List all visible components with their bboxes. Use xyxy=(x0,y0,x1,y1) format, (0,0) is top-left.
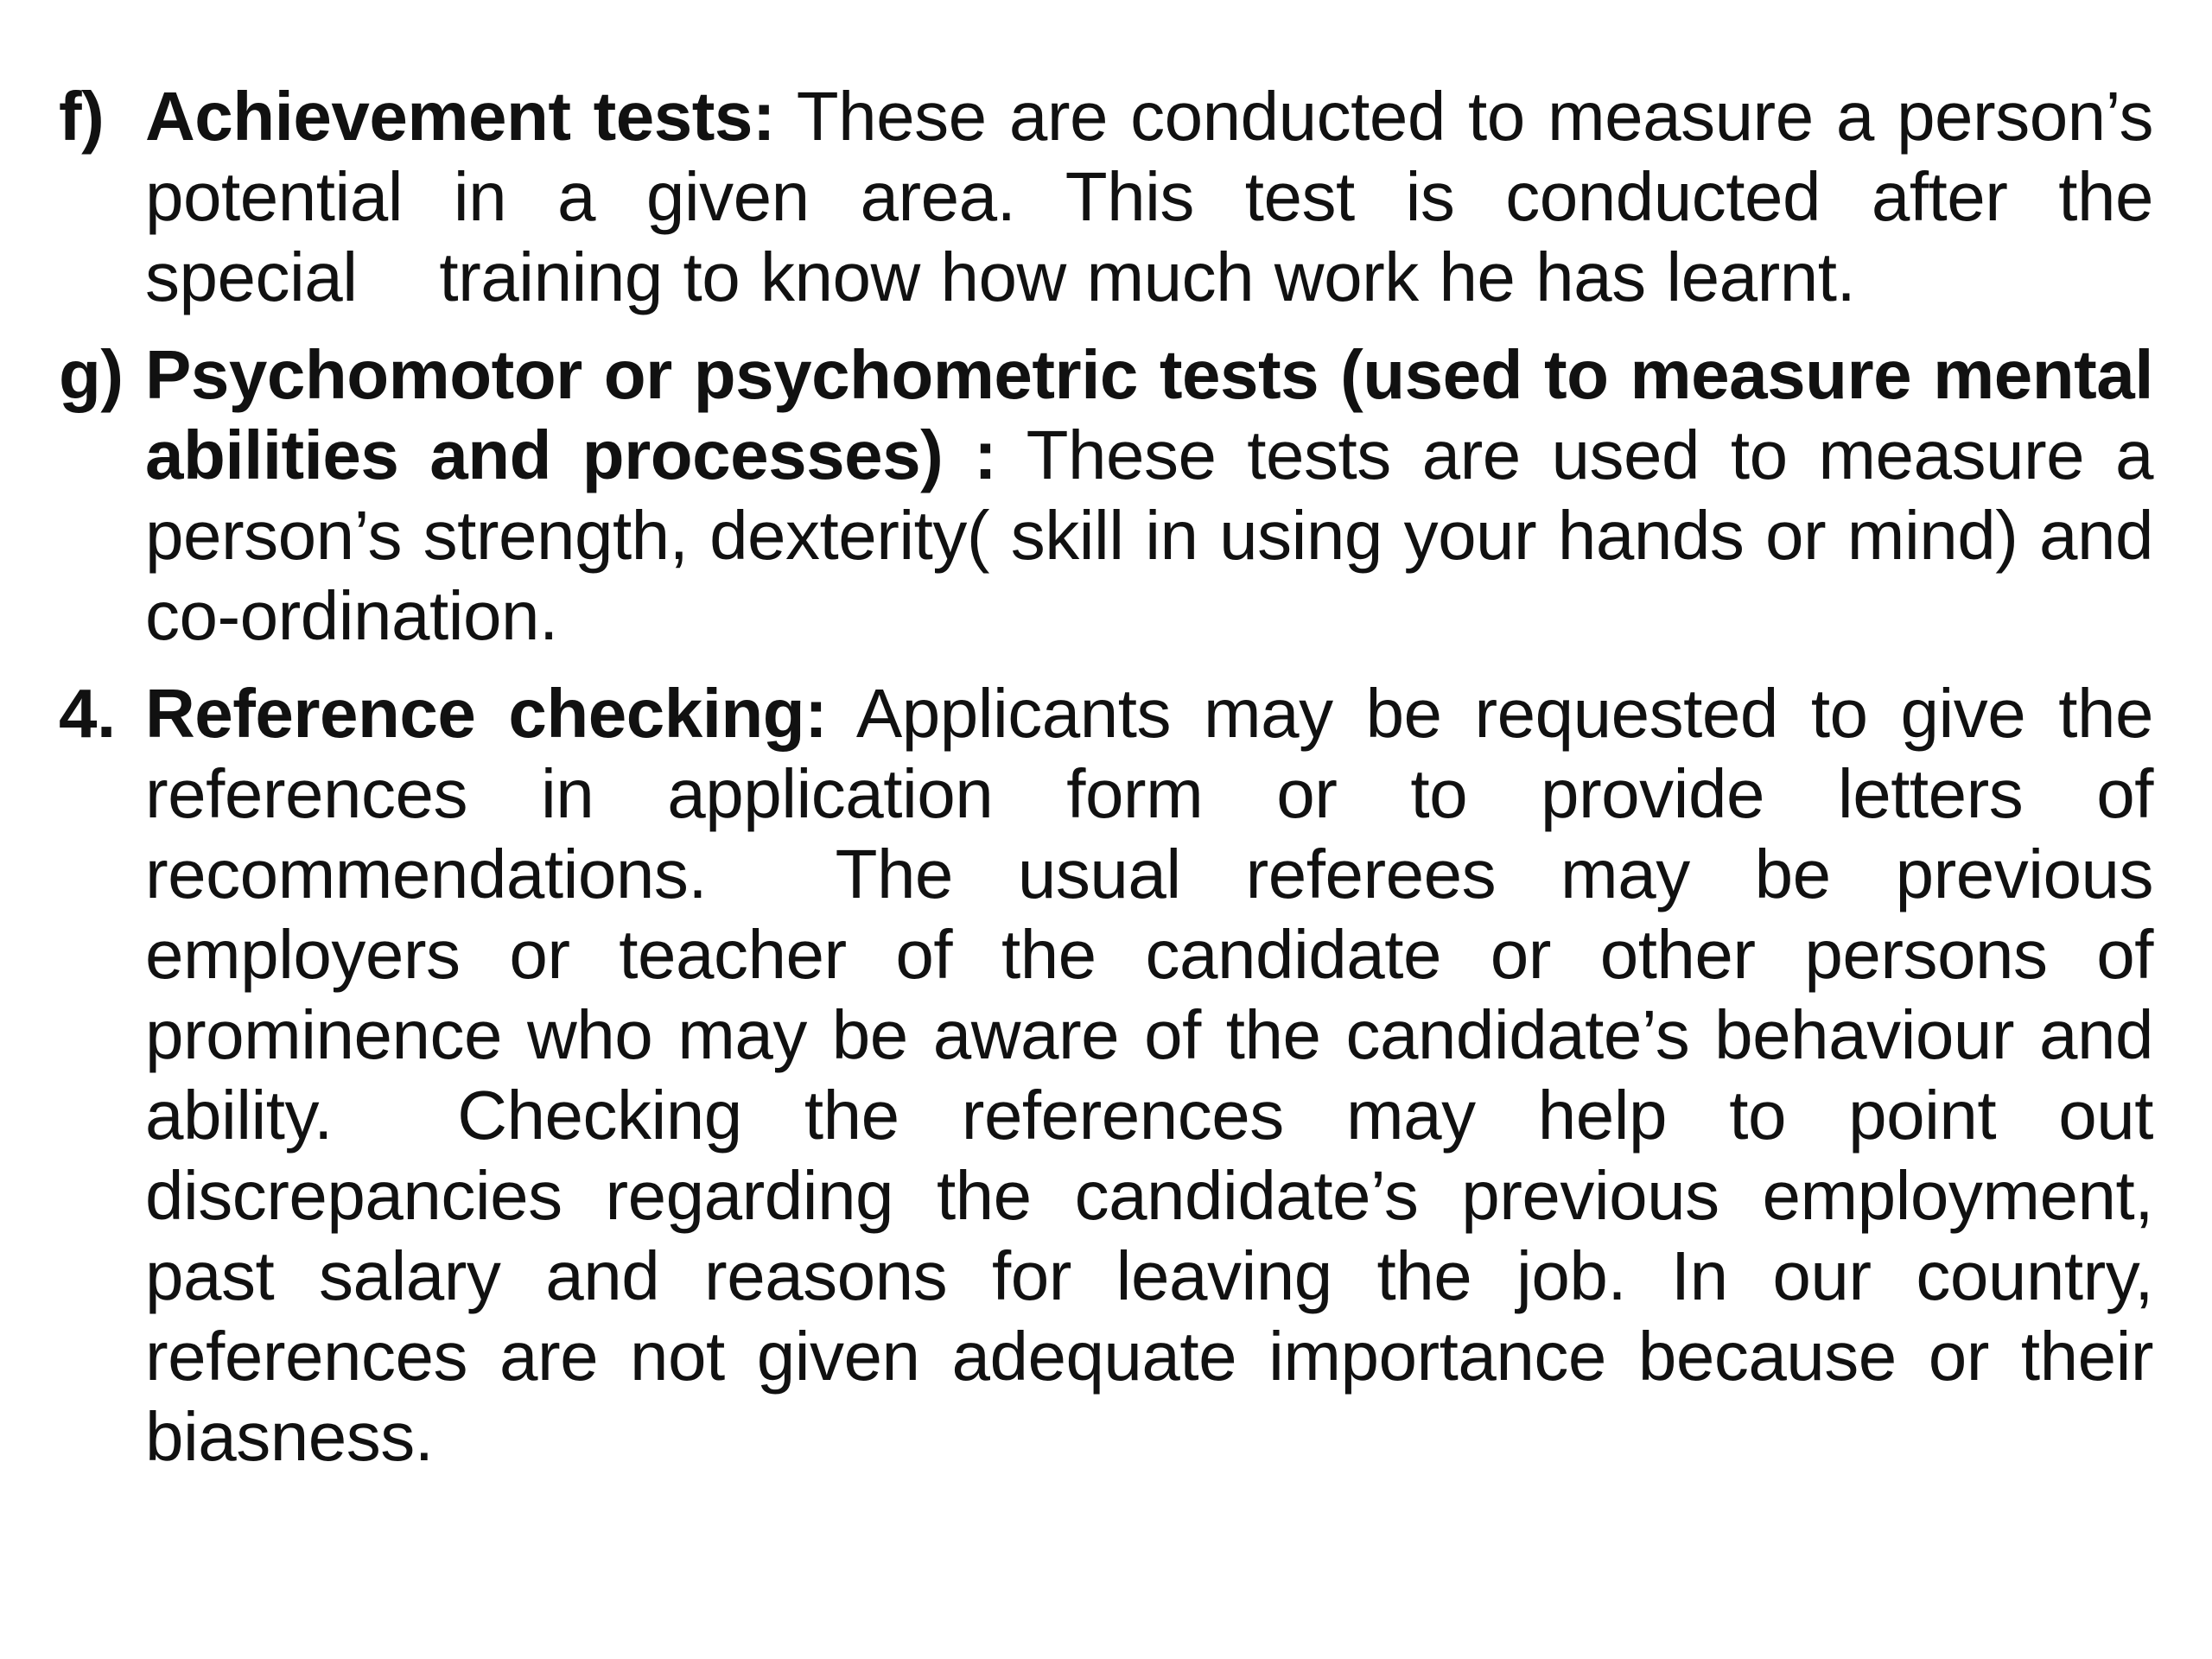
item-marker: 4. xyxy=(59,675,116,752)
item-term: Psychomotor or psychometric tests (used to measure mental abilities and processes) : xyxy=(145,336,2153,493)
item-body: These are conducted to measure a person’s potential in a given area. This test is conducted after the special training to know how much work he has learnt. xyxy=(145,78,2154,315)
item-marker: f) xyxy=(59,78,105,155)
item-body: Applicants may be requested to give the references in application form or to provide letters of recommendations. The usual referees may be previous employers or teacher of the candidate or other persons of prominence who may be aware of the candidate’s behaviour and ability. Checking the references may help to point out discrepancies regarding the candidate’s previous employment, past salary and reasons for leaving the job. In our country, references are not given adequate importance because or their biasness. xyxy=(145,675,2153,1475)
item-term: Reference checking: xyxy=(145,675,828,752)
list-item-reference-checking xyxy=(59,673,2153,1477)
item-term: Achievement tests: xyxy=(145,78,776,155)
item-marker: g) xyxy=(59,336,124,413)
item-body: These tests are used to measure a person’s strength, dexterity( skill in using your hands or mind) and co-ordination. xyxy=(145,416,2153,654)
list-item-achievement-tests xyxy=(59,76,2153,317)
list-item-psychomotor-tests xyxy=(59,334,2153,656)
